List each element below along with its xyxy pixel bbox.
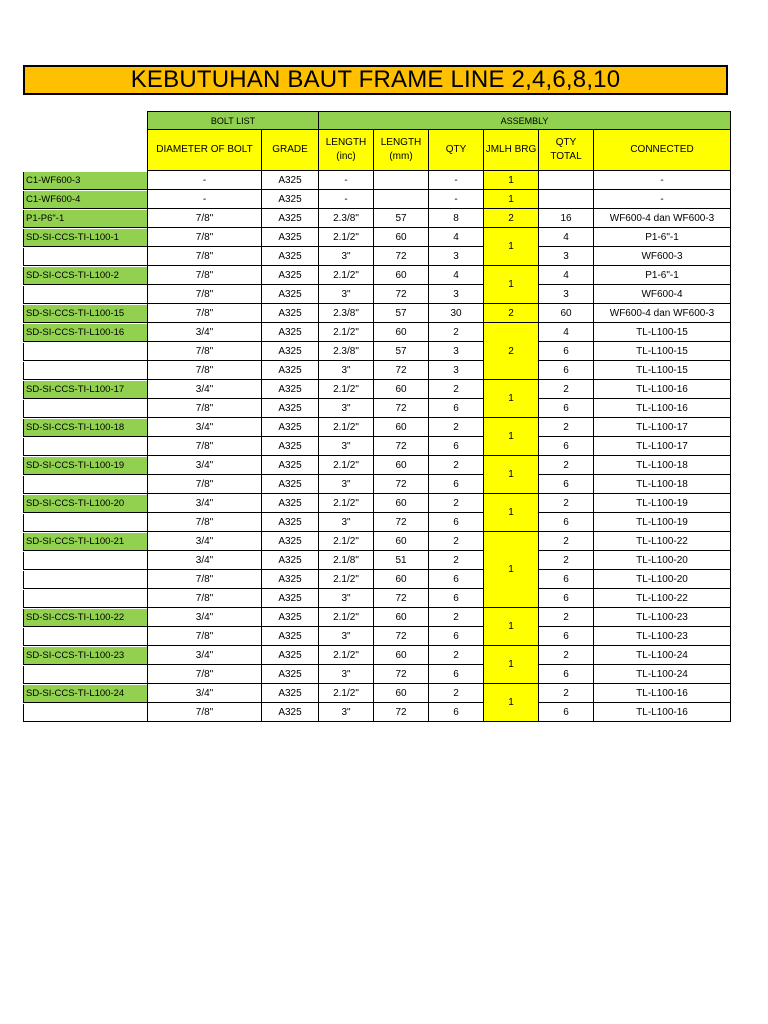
cell-diameter: 7/8" — [148, 266, 262, 285]
cell-grade: A325 — [262, 646, 319, 665]
cell-qty: 4 — [429, 228, 484, 247]
cell-jmlh-brg: 1 — [484, 190, 539, 209]
cell-qty-total: 2 — [539, 418, 594, 437]
cell-qty-total: 6 — [539, 475, 594, 494]
cell-diameter: 7/8" — [148, 570, 262, 589]
cell-diameter: 7/8" — [148, 361, 262, 380]
header-length-mm: LENGTH (mm) — [374, 130, 429, 171]
cell-length-inc: 2.3/8" — [319, 209, 374, 228]
item-label: C1-WF600-3 — [23, 172, 147, 190]
cell-qty: 30 — [429, 304, 484, 323]
cell-grade: A325 — [262, 608, 319, 627]
cell-qty: 2 — [429, 418, 484, 437]
cell-diameter: 3/4" — [148, 608, 262, 627]
cell-diameter: 3/4" — [148, 684, 262, 703]
cell-diameter: 3/4" — [148, 323, 262, 342]
table-row — [148, 399, 731, 418]
cell-qty-total: 6 — [539, 703, 594, 722]
item-label — [23, 400, 147, 418]
cell-grade: A325 — [262, 209, 319, 228]
table-row — [148, 703, 731, 722]
cell-length-mm: 72 — [374, 285, 429, 304]
table-row — [148, 494, 731, 513]
cell-grade: A325 — [262, 399, 319, 418]
cell-qty-total: 6 — [539, 437, 594, 456]
cell-qty: 6 — [429, 703, 484, 722]
table-row — [148, 361, 731, 380]
cell-diameter: 3/4" — [148, 494, 262, 513]
cell-grade: A325 — [262, 532, 319, 551]
item-label — [23, 438, 147, 456]
cell-length-mm: 60 — [374, 323, 429, 342]
cell-qty: 8 — [429, 209, 484, 228]
cell-qty-total: 2 — [539, 551, 594, 570]
cell-diameter: 7/8" — [148, 665, 262, 684]
cell-length-inc: 3" — [319, 437, 374, 456]
cell-length-mm: 60 — [374, 228, 429, 247]
cell-length-inc: 2.1/2" — [319, 684, 374, 703]
cell-qty: 2 — [429, 551, 484, 570]
cell-qty: 6 — [429, 399, 484, 418]
cell-diameter: 3/4" — [148, 646, 262, 665]
cell-qty-total: 6 — [539, 342, 594, 361]
item-label: SD-SI-CCS-TI-L100-15 — [23, 305, 147, 323]
cell-length-inc: 3" — [319, 665, 374, 684]
cell-length-inc: 3" — [319, 703, 374, 722]
cell-diameter: - — [148, 190, 262, 209]
table-row — [148, 209, 731, 228]
cell-qty-total: 2 — [539, 380, 594, 399]
cell-qty-total: 3 — [539, 285, 594, 304]
cell-grade: A325 — [262, 361, 319, 380]
table-row — [148, 532, 731, 551]
cell-qty: 6 — [429, 513, 484, 532]
cell-connected: TL-L100-16 — [594, 684, 731, 703]
item-label: SD-SI-CCS-TI-L100-21 — [23, 533, 147, 551]
cell-length-mm: 60 — [374, 608, 429, 627]
cell-grade: A325 — [262, 703, 319, 722]
cell-qty: 3 — [429, 361, 484, 380]
cell-diameter: 7/8" — [148, 209, 262, 228]
cell-length-inc: 3" — [319, 361, 374, 380]
header-diameter: DIAMETER OF BOLT — [148, 130, 262, 171]
cell-diameter: 7/8" — [148, 703, 262, 722]
cell-grade: A325 — [262, 475, 319, 494]
cell-connected: TL-L100-18 — [594, 456, 731, 475]
item-label: SD-SI-CCS-TI-L100-23 — [23, 647, 147, 665]
cell-diameter: 7/8" — [148, 399, 262, 418]
cell-connected: TL-L100-20 — [594, 551, 731, 570]
cell-diameter: 7/8" — [148, 247, 262, 266]
item-label: SD-SI-CCS-TI-L100-17 — [23, 381, 147, 399]
cell-qty: - — [429, 171, 484, 190]
table-row — [148, 323, 731, 342]
cell-connected: TL-L100-22 — [594, 532, 731, 551]
bolt-table — [147, 111, 731, 722]
cell-qty: 2 — [429, 456, 484, 475]
cell-diameter: - — [148, 171, 262, 190]
cell-qty-total: 6 — [539, 589, 594, 608]
cell-length-mm — [374, 190, 429, 209]
cell-jmlh-brg: 1 — [484, 266, 539, 304]
cell-grade: A325 — [262, 494, 319, 513]
item-label — [23, 514, 147, 532]
cell-qty-total: 4 — [539, 266, 594, 285]
cell-diameter: 7/8" — [148, 627, 262, 646]
cell-length-mm: 72 — [374, 399, 429, 418]
cell-connected: TL-L100-15 — [594, 361, 731, 380]
cell-length-mm — [374, 171, 429, 190]
table-row — [148, 304, 731, 323]
table-row — [148, 266, 731, 285]
table-row — [148, 437, 731, 456]
cell-qty: 6 — [429, 627, 484, 646]
header-grade: GRADE — [262, 130, 319, 171]
cell-diameter: 3/4" — [148, 456, 262, 475]
cell-grade: A325 — [262, 570, 319, 589]
cell-qty-total — [539, 171, 594, 190]
cell-length-inc: 2.1/2" — [319, 456, 374, 475]
cell-qty: 6 — [429, 570, 484, 589]
item-label — [23, 248, 147, 266]
cell-qty-total: 6 — [539, 513, 594, 532]
cell-diameter: 3/4" — [148, 532, 262, 551]
table-row — [148, 627, 731, 646]
cell-length-mm: 60 — [374, 266, 429, 285]
cell-grade: A325 — [262, 456, 319, 475]
cell-connected: TL-L100-16 — [594, 399, 731, 418]
cell-length-inc: 3" — [319, 399, 374, 418]
cell-length-inc: 2.1/2" — [319, 532, 374, 551]
table-row — [148, 228, 731, 247]
cell-connected: TL-L100-16 — [594, 380, 731, 399]
cell-qty-total: 2 — [539, 456, 594, 475]
cell-qty-total: 2 — [539, 532, 594, 551]
item-label — [23, 362, 147, 380]
cell-length-inc: 2.3/8" — [319, 342, 374, 361]
cell-grade: A325 — [262, 418, 319, 437]
cell-jmlh-brg: 2 — [484, 209, 539, 228]
table-row — [148, 646, 731, 665]
cell-jmlh-brg: 2 — [484, 323, 539, 380]
cell-connected: TL-L100-17 — [594, 437, 731, 456]
cell-connected: TL-L100-17 — [594, 418, 731, 437]
header-qty: QTY — [429, 130, 484, 171]
cell-length-mm: 72 — [374, 665, 429, 684]
table-row — [148, 285, 731, 304]
table-row — [148, 190, 731, 209]
cell-connected: WF600-4 dan WF600-3 — [594, 209, 731, 228]
cell-length-mm: 60 — [374, 456, 429, 475]
cell-length-mm: 72 — [374, 475, 429, 494]
cell-length-inc: 2.1/2" — [319, 228, 374, 247]
cell-qty-total: 2 — [539, 608, 594, 627]
cell-qty: 2 — [429, 608, 484, 627]
cell-length-mm: 72 — [374, 627, 429, 646]
cell-qty-total: 6 — [539, 570, 594, 589]
item-label: SD-SI-CCS-TI-L100-19 — [23, 457, 147, 475]
cell-length-inc: 3" — [319, 513, 374, 532]
cell-jmlh-brg: 1 — [484, 171, 539, 190]
cell-connected: TL-L100-18 — [594, 475, 731, 494]
item-label — [23, 666, 147, 684]
cell-qty: 4 — [429, 266, 484, 285]
cell-diameter: 7/8" — [148, 437, 262, 456]
cell-jmlh-brg: 1 — [484, 380, 539, 418]
cell-length-inc: 2.1/2" — [319, 323, 374, 342]
header-connected: CONNECTED — [594, 130, 731, 171]
cell-qty-total: 6 — [539, 665, 594, 684]
item-label — [23, 286, 147, 304]
item-label: SD-SI-CCS-TI-L100-24 — [23, 685, 147, 703]
table-row — [148, 589, 731, 608]
item-label: SD-SI-CCS-TI-L100-2 — [23, 267, 147, 285]
item-label — [23, 704, 147, 722]
cell-grade: A325 — [262, 285, 319, 304]
cell-diameter: 7/8" — [148, 228, 262, 247]
cell-qty: 3 — [429, 342, 484, 361]
cell-qty: 6 — [429, 475, 484, 494]
item-label: P1-P6"-1 — [23, 210, 147, 228]
cell-length-inc: 2.1/2" — [319, 380, 374, 399]
table-row — [148, 551, 731, 570]
cell-connected: TL-L100-15 — [594, 323, 731, 342]
cell-qty: 2 — [429, 323, 484, 342]
cell-qty: 2 — [429, 684, 484, 703]
table-row — [148, 570, 731, 589]
cell-connected: TL-L100-19 — [594, 513, 731, 532]
cell-connected: TL-L100-15 — [594, 342, 731, 361]
cell-qty-total — [539, 190, 594, 209]
cell-jmlh-brg: 1 — [484, 456, 539, 494]
header-bolt-list: BOLT LIST — [148, 112, 319, 130]
cell-grade: A325 — [262, 228, 319, 247]
cell-length-mm: 60 — [374, 532, 429, 551]
cell-connected: TL-L100-24 — [594, 665, 731, 684]
table-row — [148, 247, 731, 266]
cell-qty-total: 4 — [539, 228, 594, 247]
cell-length-inc: - — [319, 171, 374, 190]
cell-qty-total: 6 — [539, 627, 594, 646]
cell-connected: TL-L100-23 — [594, 608, 731, 627]
cell-length-inc: 3" — [319, 285, 374, 304]
cell-qty: 3 — [429, 247, 484, 266]
page-title: KEBUTUHAN BAUT FRAME LINE 2,4,6,8,10 — [23, 65, 728, 95]
table-row — [148, 456, 731, 475]
cell-length-inc: 3" — [319, 589, 374, 608]
cell-diameter: 7/8" — [148, 589, 262, 608]
cell-length-inc: 2.1/2" — [319, 494, 374, 513]
item-label — [23, 590, 147, 608]
cell-length-mm: 60 — [374, 570, 429, 589]
cell-qty: 2 — [429, 532, 484, 551]
cell-qty-total: 2 — [539, 494, 594, 513]
cell-length-mm: 51 — [374, 551, 429, 570]
cell-connected: WF600-3 — [594, 247, 731, 266]
table-row — [148, 171, 731, 190]
cell-length-inc: 2.3/8" — [319, 304, 374, 323]
cell-grade: A325 — [262, 304, 319, 323]
cell-length-mm: 72 — [374, 703, 429, 722]
item-label: SD-SI-CCS-TI-L100-1 — [23, 229, 147, 247]
cell-grade: A325 — [262, 380, 319, 399]
cell-qty-total: 4 — [539, 323, 594, 342]
table-row — [148, 513, 731, 532]
item-label — [23, 552, 147, 570]
cell-qty-total: 16 — [539, 209, 594, 228]
cell-qty-total: 6 — [539, 361, 594, 380]
cell-jmlh-brg: 1 — [484, 494, 539, 532]
cell-qty-total: 2 — [539, 646, 594, 665]
cell-grade: A325 — [262, 684, 319, 703]
cell-qty: 6 — [429, 589, 484, 608]
cell-diameter: 3/4" — [148, 380, 262, 399]
header-qty-total: QTY TOTAL — [539, 130, 594, 171]
cell-diameter: 3/4" — [148, 418, 262, 437]
item-label — [23, 343, 147, 361]
item-label — [23, 571, 147, 589]
cell-diameter: 7/8" — [148, 342, 262, 361]
cell-length-mm: 57 — [374, 209, 429, 228]
cell-connected: TL-L100-22 — [594, 589, 731, 608]
cell-qty: - — [429, 190, 484, 209]
cell-length-inc: 2.1/2" — [319, 608, 374, 627]
cell-connected: - — [594, 190, 731, 209]
cell-jmlh-brg: 1 — [484, 608, 539, 646]
cell-length-inc: 3" — [319, 475, 374, 494]
table-row — [148, 475, 731, 494]
cell-length-mm: 60 — [374, 684, 429, 703]
table-row — [148, 342, 731, 361]
cell-length-mm: 60 — [374, 646, 429, 665]
item-label: SD-SI-CCS-TI-L100-22 — [23, 609, 147, 627]
cell-grade: A325 — [262, 513, 319, 532]
cell-length-mm: 72 — [374, 361, 429, 380]
header-jmlh-brg: JMLH BRG — [484, 130, 539, 171]
item-label: SD-SI-CCS-TI-L100-18 — [23, 419, 147, 437]
cell-grade: A325 — [262, 190, 319, 209]
cell-length-inc: 2.1/8" — [319, 551, 374, 570]
cell-jmlh-brg: 1 — [484, 684, 539, 722]
cell-diameter: 7/8" — [148, 285, 262, 304]
cell-length-inc: 2.1/2" — [319, 418, 374, 437]
cell-diameter: 7/8" — [148, 475, 262, 494]
table-row — [148, 380, 731, 399]
cell-jmlh-brg: 1 — [484, 228, 539, 266]
cell-length-mm: 57 — [374, 342, 429, 361]
cell-length-mm: 60 — [374, 494, 429, 513]
cell-length-inc: 2.1/2" — [319, 646, 374, 665]
cell-connected: WF600-4 — [594, 285, 731, 304]
cell-length-mm: 57 — [374, 304, 429, 323]
cell-grade: A325 — [262, 266, 319, 285]
cell-grade: A325 — [262, 665, 319, 684]
cell-qty-total: 3 — [539, 247, 594, 266]
cell-qty: 2 — [429, 494, 484, 513]
cell-qty-total: 60 — [539, 304, 594, 323]
cell-length-mm: 72 — [374, 437, 429, 456]
cell-diameter: 3/4" — [148, 551, 262, 570]
header-length-inc: LENGTH (inc) — [319, 130, 374, 171]
cell-connected: TL-L100-19 — [594, 494, 731, 513]
item-label — [23, 476, 147, 494]
cell-connected: P1-6"-1 — [594, 266, 731, 285]
item-label: SD-SI-CCS-TI-L100-16 — [23, 324, 147, 342]
cell-length-mm: 72 — [374, 589, 429, 608]
table-row — [148, 684, 731, 703]
cell-jmlh-brg: 1 — [484, 532, 539, 608]
cell-connected: TL-L100-20 — [594, 570, 731, 589]
cell-connected: WF600-4 dan WF600-3 — [594, 304, 731, 323]
cell-diameter: 7/8" — [148, 513, 262, 532]
cell-grade: A325 — [262, 323, 319, 342]
item-label: SD-SI-CCS-TI-L100-20 — [23, 495, 147, 513]
cell-jmlh-brg: 2 — [484, 304, 539, 323]
cell-length-mm: 72 — [374, 513, 429, 532]
header-assembly: ASSEMBLY — [319, 112, 731, 130]
cell-qty: 2 — [429, 646, 484, 665]
cell-grade: A325 — [262, 589, 319, 608]
cell-connected: TL-L100-16 — [594, 703, 731, 722]
cell-length-mm: 60 — [374, 418, 429, 437]
cell-length-inc: 3" — [319, 247, 374, 266]
cell-connected: TL-L100-23 — [594, 627, 731, 646]
cell-length-mm: 60 — [374, 380, 429, 399]
cell-qty: 6 — [429, 665, 484, 684]
cell-grade: A325 — [262, 551, 319, 570]
cell-diameter: 7/8" — [148, 304, 262, 323]
table-row — [148, 608, 731, 627]
cell-qty: 2 — [429, 380, 484, 399]
cell-connected: TL-L100-24 — [594, 646, 731, 665]
cell-length-inc: 2.1/2" — [319, 570, 374, 589]
cell-length-inc: 2.1/2" — [319, 266, 374, 285]
cell-grade: A325 — [262, 627, 319, 646]
cell-qty-total: 6 — [539, 399, 594, 418]
cell-qty: 6 — [429, 437, 484, 456]
cell-jmlh-brg: 1 — [484, 418, 539, 456]
cell-qty: 3 — [429, 285, 484, 304]
cell-qty-total: 2 — [539, 684, 594, 703]
item-label — [23, 628, 147, 646]
cell-grade: A325 — [262, 247, 319, 266]
cell-grade: A325 — [262, 437, 319, 456]
table-row — [148, 665, 731, 684]
cell-grade: A325 — [262, 171, 319, 190]
cell-length-mm: 72 — [374, 247, 429, 266]
cell-connected: P1-6"-1 — [594, 228, 731, 247]
cell-grade: A325 — [262, 342, 319, 361]
cell-jmlh-brg: 1 — [484, 646, 539, 684]
cell-connected: - — [594, 171, 731, 190]
cell-length-inc: 3" — [319, 627, 374, 646]
table-row — [148, 418, 731, 437]
cell-length-inc: - — [319, 190, 374, 209]
item-label: C1-WF600-4 — [23, 191, 147, 209]
